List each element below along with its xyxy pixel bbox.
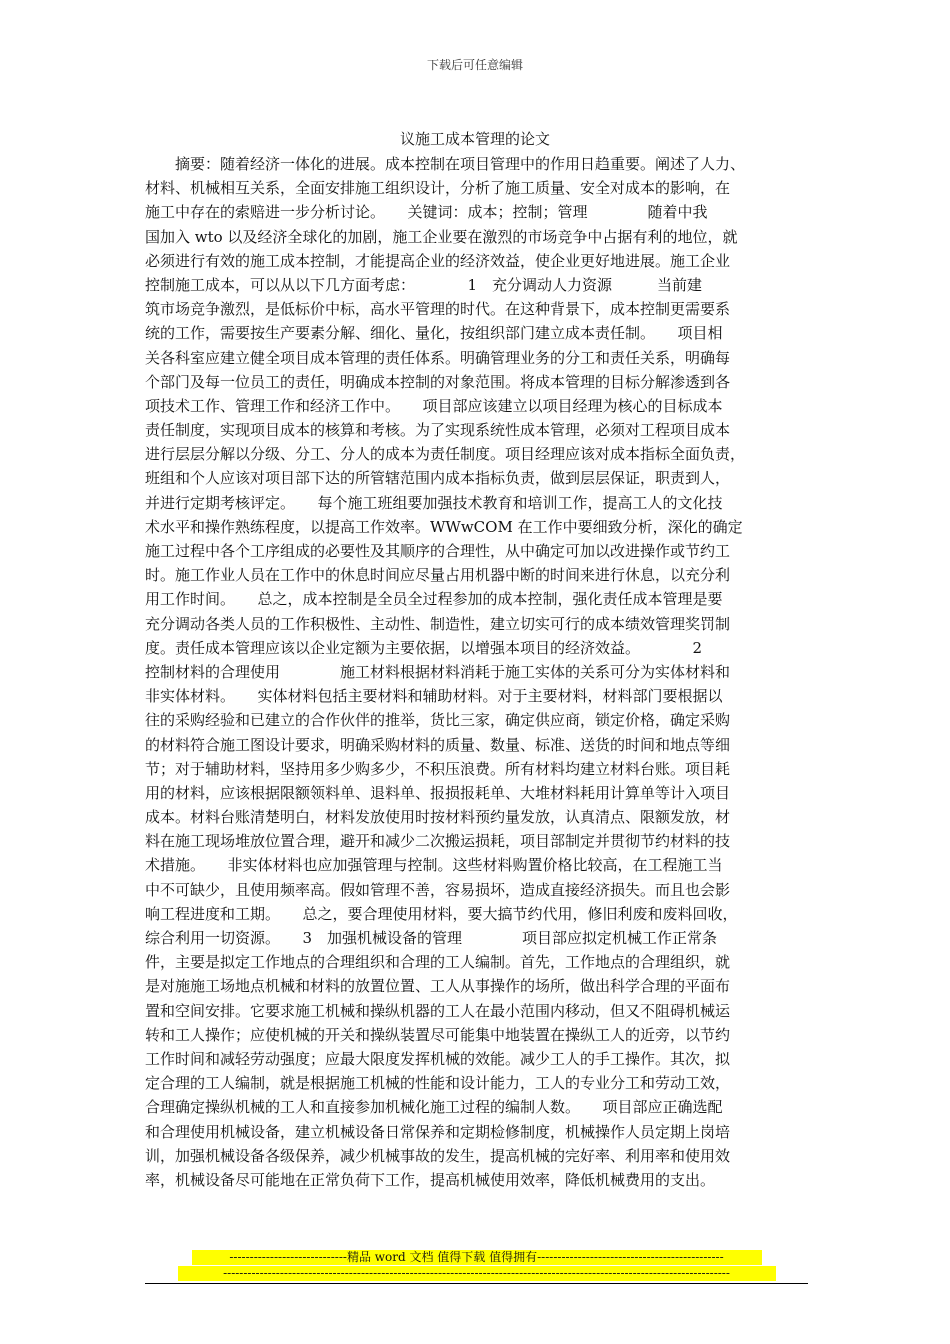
- body-line: 是对施施工场地点机械和材料的放置位置、工人从事操作的场所，做出科学合理的平面布: [145, 977, 731, 996]
- body-line: 关各科室应建立健全项目成本管理的责任体系。明确管理业务的分工和责任关系，明确每: [145, 348, 731, 367]
- body-line: 往的采购经验和已建立的合作伙伴的推举，货比三家，确定供应商，锁定价格，确定采购: [145, 711, 731, 730]
- body-line: 节；对于辅助材料，坚持用多少购多少，不积压浪费。所有材料均建立材料台账。项目耗: [145, 759, 731, 778]
- body-line: 综合利用一切资源。 3 加强机械设备的管理 项目部应拟定机械工作正常条: [145, 929, 718, 947]
- body-line: 筑市场竞争激烈，是低标价中标，高水平管理的时代。在这种背景下，成本控制更需要系: [145, 300, 731, 319]
- body-line: 度。责任成本管理应该以企业定额为主要依据，以增强本项目的经济效益。 2: [145, 638, 703, 657]
- body-line: 控制材料的合理使用 施工材料根据材料消耗于施工实体的关系可分为实体材料和: [145, 662, 731, 681]
- document-body: [145, 152, 808, 1192]
- document-title: 议施工成本管理的论文: [399, 130, 550, 148]
- body-line: 摘要：随着经济一体化的进展。成本控制在项目管理中的作用日趋重要。阐述了人力、: [145, 155, 746, 173]
- body-line: 个部门及每一位员工的责任，明确成本控制的对象范围。将成本管理的目标分解渗透到各: [145, 372, 731, 391]
- body-line: 班组和个人应该对项目部下达的所管辖范围内成本指标负责，做到层层保证，职责到人，: [145, 469, 731, 488]
- body-line: 转和工人操作；应使机械的开关和操纵装置尽可能集中地装置在操纵工人的近旁，以节约: [145, 1025, 731, 1044]
- body-line: 的材料符合施工图设计要求，明确采购材料的质量、数量、标准、送货的时间和地点等细: [145, 735, 731, 754]
- body-line: 合理确定操纵机械的工人和直接参加机械化施工过程的编制人数。 项目部应正确选配: [145, 1098, 723, 1117]
- body-line: 工作时间和减轻劳动强度；应最大限度发挥机械的效能。减少工人的手工操作。其次，拟: [145, 1049, 731, 1068]
- body-line: 充分调动各类人员的工作积极性、主动性、制造性，建立切实可行的成本绩效管理奖罚制: [145, 614, 731, 633]
- body-line: 责任制度，实现项目成本的核算和考核。为了实现系统性成本管理，必须对工程项目成本: [145, 421, 731, 440]
- body-line: 成本。材料台账清楚明白，材料发放使用时按材料预约量发放，认真清点、限额发放，材: [145, 808, 731, 827]
- body-line: 中不可缺少，且使用频率高。假如管理不善，容易损坏，造成直接经济损失。而且也会影: [145, 880, 731, 899]
- body-line: 项技术工作、管理工作和经济工作中。 项目部应该建立以项目经理为核心的目标成本: [145, 396, 723, 415]
- body-line: 材料、机械相互关系，全面安排施工组织设计，分析了施工质量、安全对成本的影响，在: [145, 179, 731, 198]
- body-line: 料在施工现场堆放位置合理，避开和减少二次搬运损耗，项目部制定并贯彻节约材料的技: [145, 832, 731, 851]
- body-line: 件，主要是拟定工作地点的合理组织和合理的工人编制。首先，工作地点的合理组织，就: [145, 953, 731, 972]
- body-line: 统的工作，需要按生产要素分解、细化、量化，按组织部门建立成本责任制。 项目相: [145, 324, 723, 343]
- footer-banner: [145, 1250, 808, 1281]
- body-line: 术水平和操作熟练程度，以提高工作效率。WWwCOM 在工作中要细致分析，深化的确定: [145, 517, 743, 536]
- body-line: 控制施工成本，可以从以下几方面考虑： 1 充分调动人力资源 当前建: [145, 275, 703, 294]
- body-line: 用工作时间。 总之，成本控制是全员全过程参加的成本控制，强化责任成本管理是要: [145, 590, 723, 609]
- body-line: 施工过程中各个工序组成的必要性及其顺序的合理性，从中确定可加以改进操作或节约工: [145, 542, 731, 560]
- body-line: 置和空间安排。它要求施工机械和操纵机器的工人在最小范围内移动，但又不阻碍机械运: [145, 1001, 731, 1020]
- body-line: 训，加强机械设备各级保养，减少机械事故的发生，提高机械的完好率、利用率和使用效: [145, 1146, 731, 1165]
- body-line: 非实体材料。 实体材料包括主要材料和辅助材料。对于主要材料，材料部门要根据以: [145, 687, 723, 706]
- body-line: 必须进行有效的施工成本控制，才能提高企业的经济效益，使企业更好地进展。施工企业: [145, 251, 731, 270]
- body-line: 进行层层分解以分级、分工、分人的成本为责任制度。项目经理应该对成本指标全面负责，: [145, 445, 746, 464]
- body-line: 时。施工作业人员在工作中的休息时间应尽量占用机器中断的时间来进行休息，以充分利: [145, 566, 731, 585]
- footer-dash-line: -----------------------------------------------------------------------------------------------------------------------------: [178, 1266, 776, 1281]
- body-line: 响工程进度和工期。 总之，要合理使用材料，要大搞节约代用，修旧利废和废料回收，: [145, 904, 738, 923]
- body-line: 用的材料，应该根据限额领料单、退料单、报损报耗单、大堆材料耗用计算单等计入项目: [145, 783, 731, 802]
- body-line: 和合理使用机械设备，建立机械设备日常保养和定期检修制度，机械操作人员定期上岗培: [145, 1122, 731, 1141]
- body-line: 定合理的工人编制，就是根据施工机械的性能和设计能力，工人的专业分工和劳动工效，: [145, 1074, 731, 1093]
- header-note: 下载后可任意编辑: [426, 58, 523, 72]
- body-line: 施工中存在的索赔进一步分析讨论。 关键词：成本；控制；管理 随着中我: [145, 203, 708, 222]
- body-line: 术措施。 非实体材料也应加强管理与控制。这些材料购置价格比较高，在工程施工当: [145, 856, 723, 875]
- body-line: 率，机械设备尽可能地在正常负荷下工作，提高机械使用效率，降低机械费用的支出。: [145, 1170, 716, 1189]
- body-line: 并进行定期考核评定。 每个施工班组要加强技术教育和培训工作，提高工人的文化技: [145, 493, 723, 512]
- footer-rule: [145, 1283, 808, 1284]
- footer-watermark-line: -----------------------------精品 word 文档 值得下载 值得拥有----------------------------------------------: [192, 1250, 762, 1265]
- body-line: 国加入 wto 以及经济全球化的加剧，施工企业要在激烈的市场竞争中占据有利的地位，就: [145, 227, 738, 246]
